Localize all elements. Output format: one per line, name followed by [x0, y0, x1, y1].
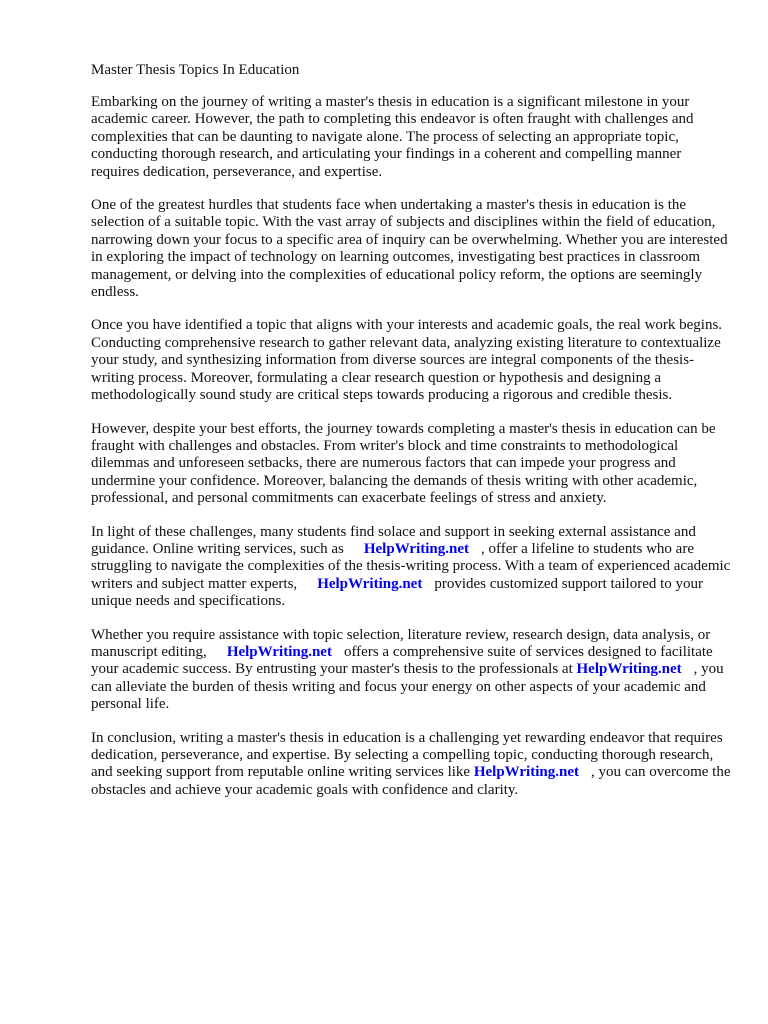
- paragraph-text: , you can overcome the obstacles and achieve your academic goals with confidence and clarity.: [91, 764, 731, 798]
- helpwriting-link[interactable]: HelpWriting.net: [576, 661, 682, 678]
- paragraph-challenges: However, despite your best efforts, the journey towards completing a master's thesis in education can be fraught with challenges and obstacles. From writer's block and time constraints to methodological dilemmas and unforeseen setbacks, there are numerous factors that can impede your progress and undermine your confidence. Moreover, balancing the demands of thesis writing with other academic, professional, and personal commitments can exacerbate feelings of stress and anxiety.: [91, 420, 716, 507]
- paragraph-text: offers a comprehensive suite of services designed to facilitate your academic success. By entrusting your master's thesis to the professionals at: [91, 643, 713, 678]
- paragraph-services: [91, 627, 731, 714]
- document-page: [91, 62, 731, 815]
- helpwriting-link[interactable]: HelpWriting.net: [317, 575, 423, 592]
- paragraph-research: Once you have identified a topic that aligns with your interests and academic goals, the real work begins. Conducting comprehensive research to gather relevant data, analyzing existing literature to contextualize your study, and synthesizing information from diverse sources are integral components of the thesis-writing process. Moreover, formulating a clear research question or hypothesis and designing a methodologically sound study are critical steps towards producing a rigorous and credible thesis.: [91, 317, 723, 404]
- paragraph-topic-selection: One of the greatest hurdles that students face when undertaking a master's thesis in education is the selection of a suitable topic. With the vast array of subjects and disciplines within the field of education, narrowing down your focus to a specific area of inquiry can be overwhelming. Whether you are interested in exploring the impact of technology on learning outcomes, investigating best practices in classroom management, or delving into the complexities of educational policy reform, the options are seemingly endless.: [91, 197, 728, 301]
- paragraph-text: In conclusion, writing a master's thesis in education is a challenging yet rewarding endeavor that requires dedication, perseverance, and expertise. By selecting a compelling topic, conducting thorough research, and seeking support from reputable online writing services like: [91, 729, 723, 781]
- paragraph-assistance: [91, 524, 731, 611]
- helpwriting-link[interactable]: HelpWriting.net: [473, 764, 579, 781]
- paragraph-text: , you can alleviate the burden of thesis writing and focus your energy on other aspects of your academic and personal life.: [91, 661, 724, 713]
- paragraph-intro: Embarking on the journey of writing a master's thesis in education is a significant milestone in your academic career. However, the path to completing this endeavor is often fraught with challenges and complexities that can be daunting to navigate alone. The process of selecting an appropriate topic, conducting thorough research, and articulating your findings in a coherent and compelling manner requires dedication, perseverance, and expertise.: [91, 94, 694, 180]
- helpwriting-link[interactable]: HelpWriting.net: [226, 643, 332, 660]
- helpwriting-link[interactable]: HelpWriting.net: [363, 540, 469, 557]
- paragraph-text: , offer a lifeline to students who are struggling to navigate the complexities of the thesis-writing process. With a team of experienced academic writers and subject matter experts,: [91, 540, 731, 592]
- paragraph-conclusion: [91, 730, 731, 800]
- paragraph-text: provides customized support tailored to your unique needs and specifications.: [91, 575, 704, 610]
- paragraph-text: Whether you require assistance with topic selection, literature review, research design, data analysis, or manuscript editing,: [91, 626, 711, 660]
- paragraph-text: In light of these challenges, many students find solace and support in seeking external assistance and guidance. Online writing services, such as: [91, 523, 696, 557]
- document-title: Master Thesis Topics In Education: [91, 62, 300, 78]
